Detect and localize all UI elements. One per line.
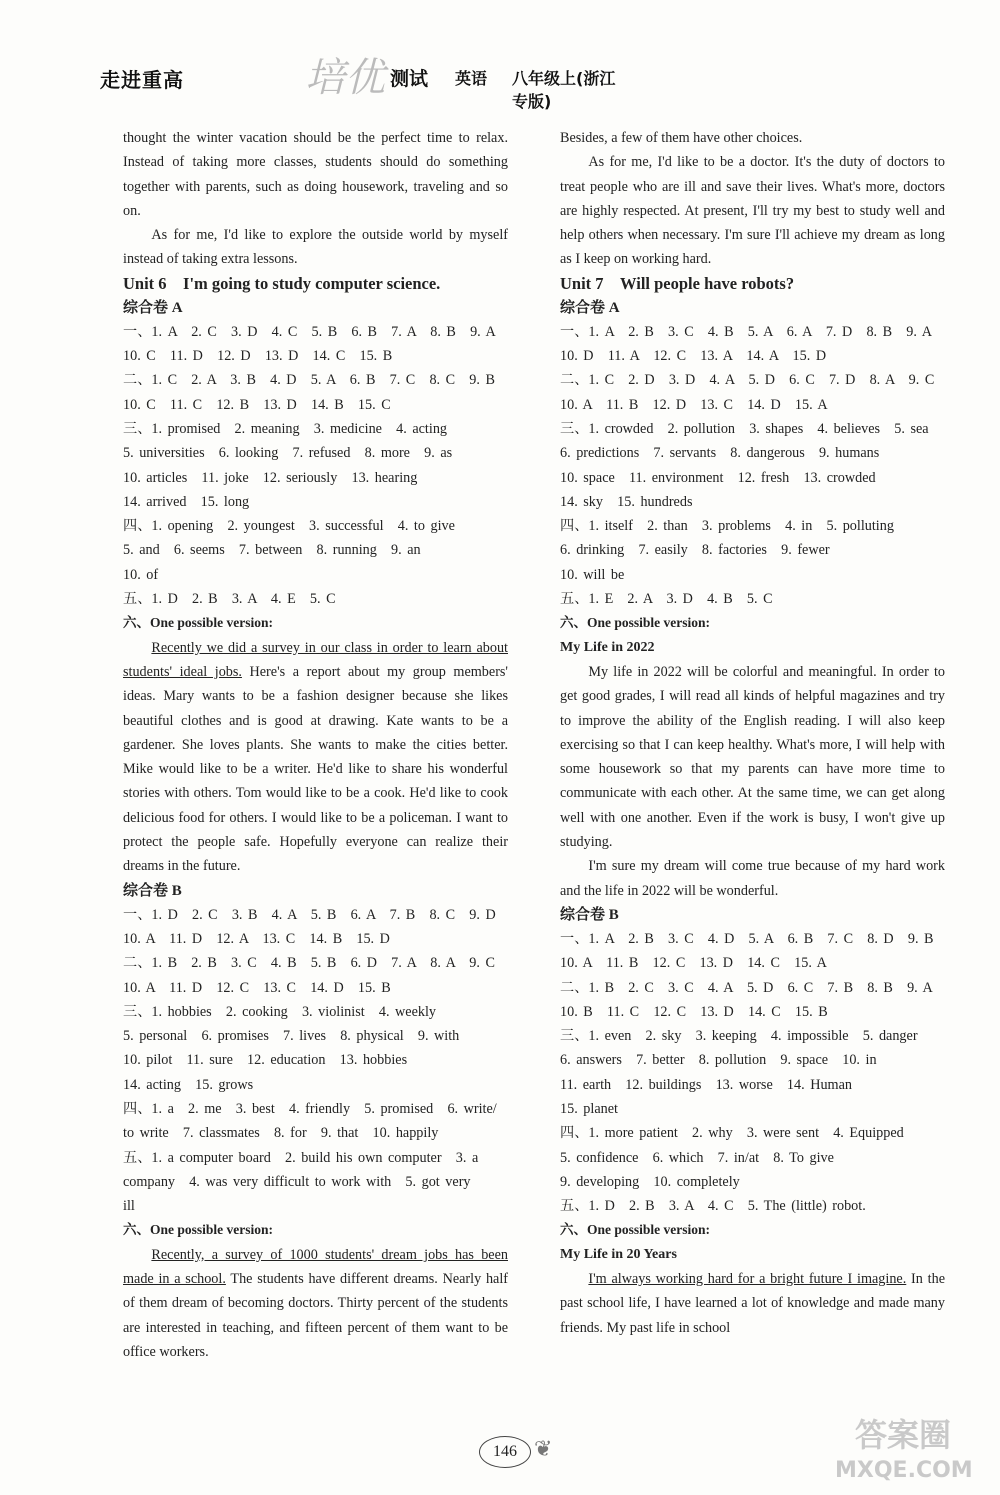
essay-title: My Life in 20 Years (560, 1246, 677, 1262)
answer-line: 10. A 11. D 12. C 13. C 14. D 15. B (123, 979, 391, 996)
book-brand: 走进重高 (100, 68, 184, 92)
answer-line: 10. A 11. B 12. D 13. C 14. D 15. A (560, 396, 828, 413)
right-column (560, 126, 945, 1340)
unit6-paper-b-title: 综合卷 B (123, 882, 182, 899)
essay-body: The students have different dreams. Nearly half of them dream of becoming doctors. Thirty percent of the students are interested in teaching, and fifteen percent of them want to be office workers. (123, 1271, 508, 1360)
page-header (100, 55, 620, 111)
answer-line: 三、1. even 2. sky 3. keeping 4. impossible 5. danger (560, 1028, 918, 1045)
essay-paragraph-1: My life in 2022 will be colorful and meaningful. In order to get good grades, I will read all kinds of helpful magazines and try to improve the ability of the English reading. I will also keep exercising so that I can keep healthy. What's more, I will help with some housework so that my parents can have more time to communicate with each other. At the same time, we can get along well with one another. Even if the work is busy, I won't give up studying. (560, 663, 945, 851)
subject-label: 英语 (455, 69, 488, 88)
answer-line: 10. will be (560, 566, 625, 583)
answer-line: 15. planet (560, 1100, 618, 1117)
answer-line: 10. D 11. A 12. C 13. A 14. A 15. D (560, 348, 827, 365)
book-test-label: 测试 (390, 68, 429, 90)
unit6-title: Unit 6 I'm going to study computer science. (123, 273, 441, 293)
leaf-ornament-icon: ❦ (534, 1436, 553, 1461)
answer-line: 10. C 11. D 12. D 13. D 14. C 15. B (123, 348, 393, 365)
answer-line: 5. universities 6. looking 7. refused 8. more 9. as (123, 445, 453, 462)
essay-body: Here's a report about my group members' ideas. Mary wants to be a fashion designer because she likes beautiful clothes and is good at drawing. Kate wants to be a gardener. She loves plants. She wants to make the cities better. Mike would like to be a writer. He'd like to share his wonderful stories with others. Tom would like to be a cook. He'd like to cook delicious food for others. I would like to be a policeman. I want to protect the people safe. Hopefully everyone can realize their dreams in the future. (123, 663, 508, 875)
answer-line: 5. and 6. seems 7. between 8. running 9. an (123, 542, 421, 559)
unit7-title: Unit 7 Will people have robots? (560, 273, 795, 293)
watermark-url: MXQE.COM (835, 1458, 973, 1483)
answer-line: 一、1. D 2. C 3. B 4. A 5. B 6. A 7. B 8. C 9. D (123, 906, 496, 923)
unit6-paper-b-essay-label: 六、One possible version: (123, 1222, 274, 1238)
answer-line: 四、1. itself 2. than 3. problems 4. in 5. polluting (560, 518, 894, 535)
answer-line: 6. drinking 7. easily 8. factories 9. fewer (560, 542, 830, 559)
essay-paragraph (560, 1267, 945, 1340)
essay-lead-sentence: Recently, a survey of 1000 students' dream jobs has been made in a school. (123, 1246, 508, 1288)
answer-line: 五、1. D 2. B 3. A 4. C 5. The (little) robot. (560, 1198, 866, 1215)
answer-line: 5. confidence 6. which 7. in/at 8. To give (560, 1149, 834, 1166)
essay-lead-sentence: Recently we did a survey in our class in order to learn about students' ideal jobs. (123, 639, 508, 680)
unit6-paper-a-answers (123, 320, 508, 612)
unit7-paper-a-answers (560, 320, 945, 612)
unit7-paper-b-answers (560, 927, 945, 1219)
answer-line: 一、1. A 2. C 3. D 4. C 5. B 6. B 7. A 8. B 9. A (123, 323, 496, 340)
continued-essay-paragraph: As for me, I'd like to be a doctor. It's the duty of doctors to treat people who are ill and save their lives. What's more, doctors are highly respected. At present, I'll try my best to study well and help others when necessary. I'm sure I'll achieve my dream as long as I keep on working hard. (560, 154, 945, 268)
answer-line: 二、1. C 2. A 3. B 4. D 5. A 6. B 7. C 8. C 9. B (123, 372, 495, 389)
unit6-paper-a-essay (123, 636, 508, 879)
unit7-paper-a-essay-label: 六、One possible version: (560, 615, 711, 631)
answer-line: 10. A 11. D 12. A 13. C 14. B 15. D (123, 930, 390, 947)
answer-line: 10. pilot 11. sure 12. education 13. hobbies (123, 1052, 408, 1069)
answer-line: 四、1. a 2. me 3. best 4. friendly 5. promised 6. write/ (123, 1100, 497, 1117)
answer-line: 10. B 11. C 12. C 13. D 14. C 15. B (560, 1003, 828, 1020)
continued-essay-line: Besides, a few of them have other choices. (560, 130, 803, 146)
unit6-paper-b-essay (123, 1243, 508, 1364)
page-number: 146 (479, 1436, 531, 1468)
intro-paragraph-2: As for me, I'd like to explore the outside world by myself instead of taking extra lessons. (123, 227, 508, 268)
answer-line: 10. articles 11. joke 12. seriously 13. hearing (123, 469, 418, 486)
essay-paragraph-2: I'm sure my dream will come true because of my hard work and the life in 2022 will be wonderful. (560, 858, 945, 899)
answer-line: 14. acting 15. grows (123, 1076, 254, 1093)
answer-line: 6. predictions 7. servants 8. dangerous 9. humans (560, 445, 880, 462)
answer-line: 三、1. crowded 2. pollution 3. shapes 4. believes 5. sea (560, 420, 929, 437)
answer-line: 三、1. promised 2. meaning 3. medicine 4. acting (123, 420, 448, 437)
answer-line: 10. space 11. environment 12. fresh 13. crowded (560, 469, 876, 486)
answer-line: 三、1. hobbies 2. cooking 3. violinist 4. weekly (123, 1003, 437, 1020)
essay-body: In the past school life, I have learned a lot of knowledge and made many friends. My past life in school (560, 1271, 945, 1336)
unit7-paper-b-title: 综合卷 B (560, 906, 619, 923)
answer-line: 9. developing 10. completely (560, 1173, 740, 1190)
answer-line: 14. arrived 15. long (123, 493, 250, 510)
answer-line: 5. personal 6. promises 7. lives 8. physical 9. with (123, 1028, 460, 1045)
answer-line: 10. of (123, 566, 159, 583)
answer-line: 二、1. B 2. B 3. C 4. B 5. B 6. D 7. A 8. A 9. C (123, 955, 495, 972)
answer-line: 五、1. D 2. B 3. A 4. E 5. C (123, 591, 336, 608)
answer-line: 四、1. more patient 2. why 3. were sent 4. Equipped (560, 1125, 904, 1142)
grade-label: 八年级上(浙江专版) (512, 69, 616, 111)
answer-line: 二、1. B 2. C 3. C 4. A 5. D 6. C 7. B 8. B 9. A (560, 979, 933, 996)
left-column (123, 126, 508, 1364)
answer-line: 10. A 11. B 12. C 13. D 14. C 15. A (560, 955, 827, 972)
answer-line: 五、1. E 2. A 3. D 4. B 5. C (560, 591, 773, 608)
unit6-paper-a-title: 综合卷 A (123, 299, 183, 316)
answer-line: 一、1. A 2. B 3. C 4. D 5. A 6. B 7. C 8. D 9. B (560, 930, 934, 947)
unit6-paper-a-essay-label: 六、One possible version: (123, 615, 274, 631)
answer-line: 四、1. opening 2. youngest 3. successful 4. to give (123, 518, 455, 535)
brand-calligraphy: 培优 (305, 55, 385, 101)
unit7-paper-a-title: 综合卷 A (560, 299, 620, 316)
answer-line: company 4. was very difficult to work with 5. got very (123, 1173, 471, 1190)
answer-line: to write 7. classmates 8. for 9. that 10. happily (123, 1125, 439, 1142)
answer-line: 6. answers 7. better 8. pollution 9. space 10. in (560, 1052, 877, 1069)
intro-paragraph: thought the winter vacation should be the perfect time to relax. Instead of taking more classes, students should do something together with parents, such as doing housework, traveling and so on. (123, 130, 508, 219)
essay-title: My Life in 2022 (560, 639, 655, 655)
answer-line: ill (123, 1198, 135, 1215)
answer-line: 11. earth 12. buildings 13. worse 14. Human (560, 1076, 852, 1093)
answer-line: 一、1. A 2. B 3. C 4. B 5. A 6. A 7. D 8. B 9. A (560, 323, 932, 340)
unit7-paper-b-essay-label: 六、One possible version: (560, 1222, 711, 1238)
unit6-paper-b-answers (123, 903, 508, 1219)
answer-line: 10. C 11. C 12. B 13. D 14. B 15. C (123, 396, 391, 413)
answer-line: 二、1. C 2. D 3. D 4. A 5. D 6. C 7. D 8. A 9. C (560, 372, 935, 389)
essay-lead-sentence: I'm always working hard for a bright future I imagine. (588, 1271, 907, 1288)
answer-line: 14. sky 15. hundreds (560, 493, 693, 510)
watermark-logo: 答案圈 (855, 1416, 952, 1454)
answer-line: 五、1. a computer board 2. build his own computer 3. a (123, 1149, 479, 1166)
